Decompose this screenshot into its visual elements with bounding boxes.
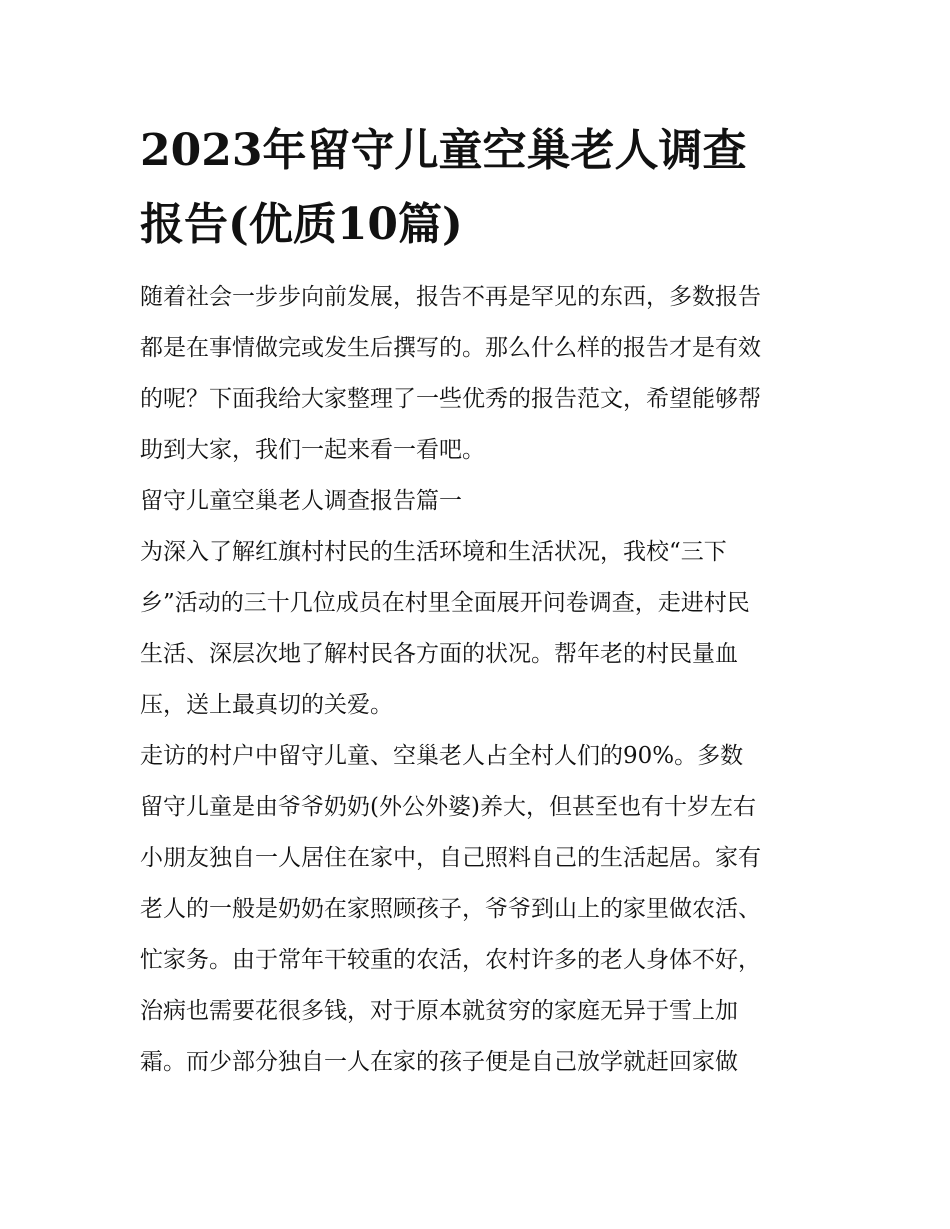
text-line: 治病也需要花很多钱，对于原本就贫穷的家庭无异于雪上加: [140, 998, 738, 1024]
text-line: 助到大家，我们一起来看一看吧。: [140, 437, 485, 463]
body-paragraph: [140, 731, 820, 1088]
text-line: 都是在事情做完或发生后撰写的。那么什么样的报告才是有效: [140, 335, 761, 361]
text-line: 霜。而少部分独自一人在家的孩子便是自己放学就赶回家做: [140, 1049, 738, 1075]
text-line: 的呢？下面我给大家整理了一些优秀的报告范文，希望能够帮: [140, 386, 761, 412]
text-line: 留守儿童空巢老人调查报告篇一: [140, 488, 462, 514]
title-line: 报告(优质10篇): [140, 199, 463, 250]
text-line: 压，送上最真切的关爱。: [140, 692, 393, 718]
text-line: 为深入了解红旗村村民的生活环境和生活状况，我校“三下: [140, 539, 727, 565]
text-line: 忙家务。由于常年干较重的农活，农村许多的老人身体不好，: [140, 947, 761, 973]
document-content: [140, 114, 820, 1088]
text-line: 乡”活动的三十几位成员在村里全面展开问卷调查，走进村民: [140, 590, 750, 616]
text-line: 留守儿童是由爷爷奶奶(外公外婆)养大，但甚至也有十岁左右: [140, 794, 756, 820]
document-title: [140, 114, 820, 262]
title-line: 2023年留守儿童空巢老人调查: [140, 125, 747, 176]
text-line: 生活、深层次地了解村民各方面的状况。帮年老的村民量血: [140, 641, 738, 667]
body-paragraph: [140, 527, 820, 731]
section-heading: [140, 476, 820, 527]
text-line: 老人的一般是奶奶在家照顾孩子，爷爷到山上的家里做农活、: [140, 896, 761, 922]
text-line: 随着社会一步步向前发展，报告不再是罕见的东西，多数报告: [140, 284, 761, 310]
text-line: 小朋友独自一人居住在家中，自己照料自己的生活起居。家有: [140, 845, 761, 871]
text-line: 走访的村户中留守儿童、空巢老人占全村人们的90%。多数: [140, 743, 744, 769]
intro-paragraph: [140, 272, 820, 476]
